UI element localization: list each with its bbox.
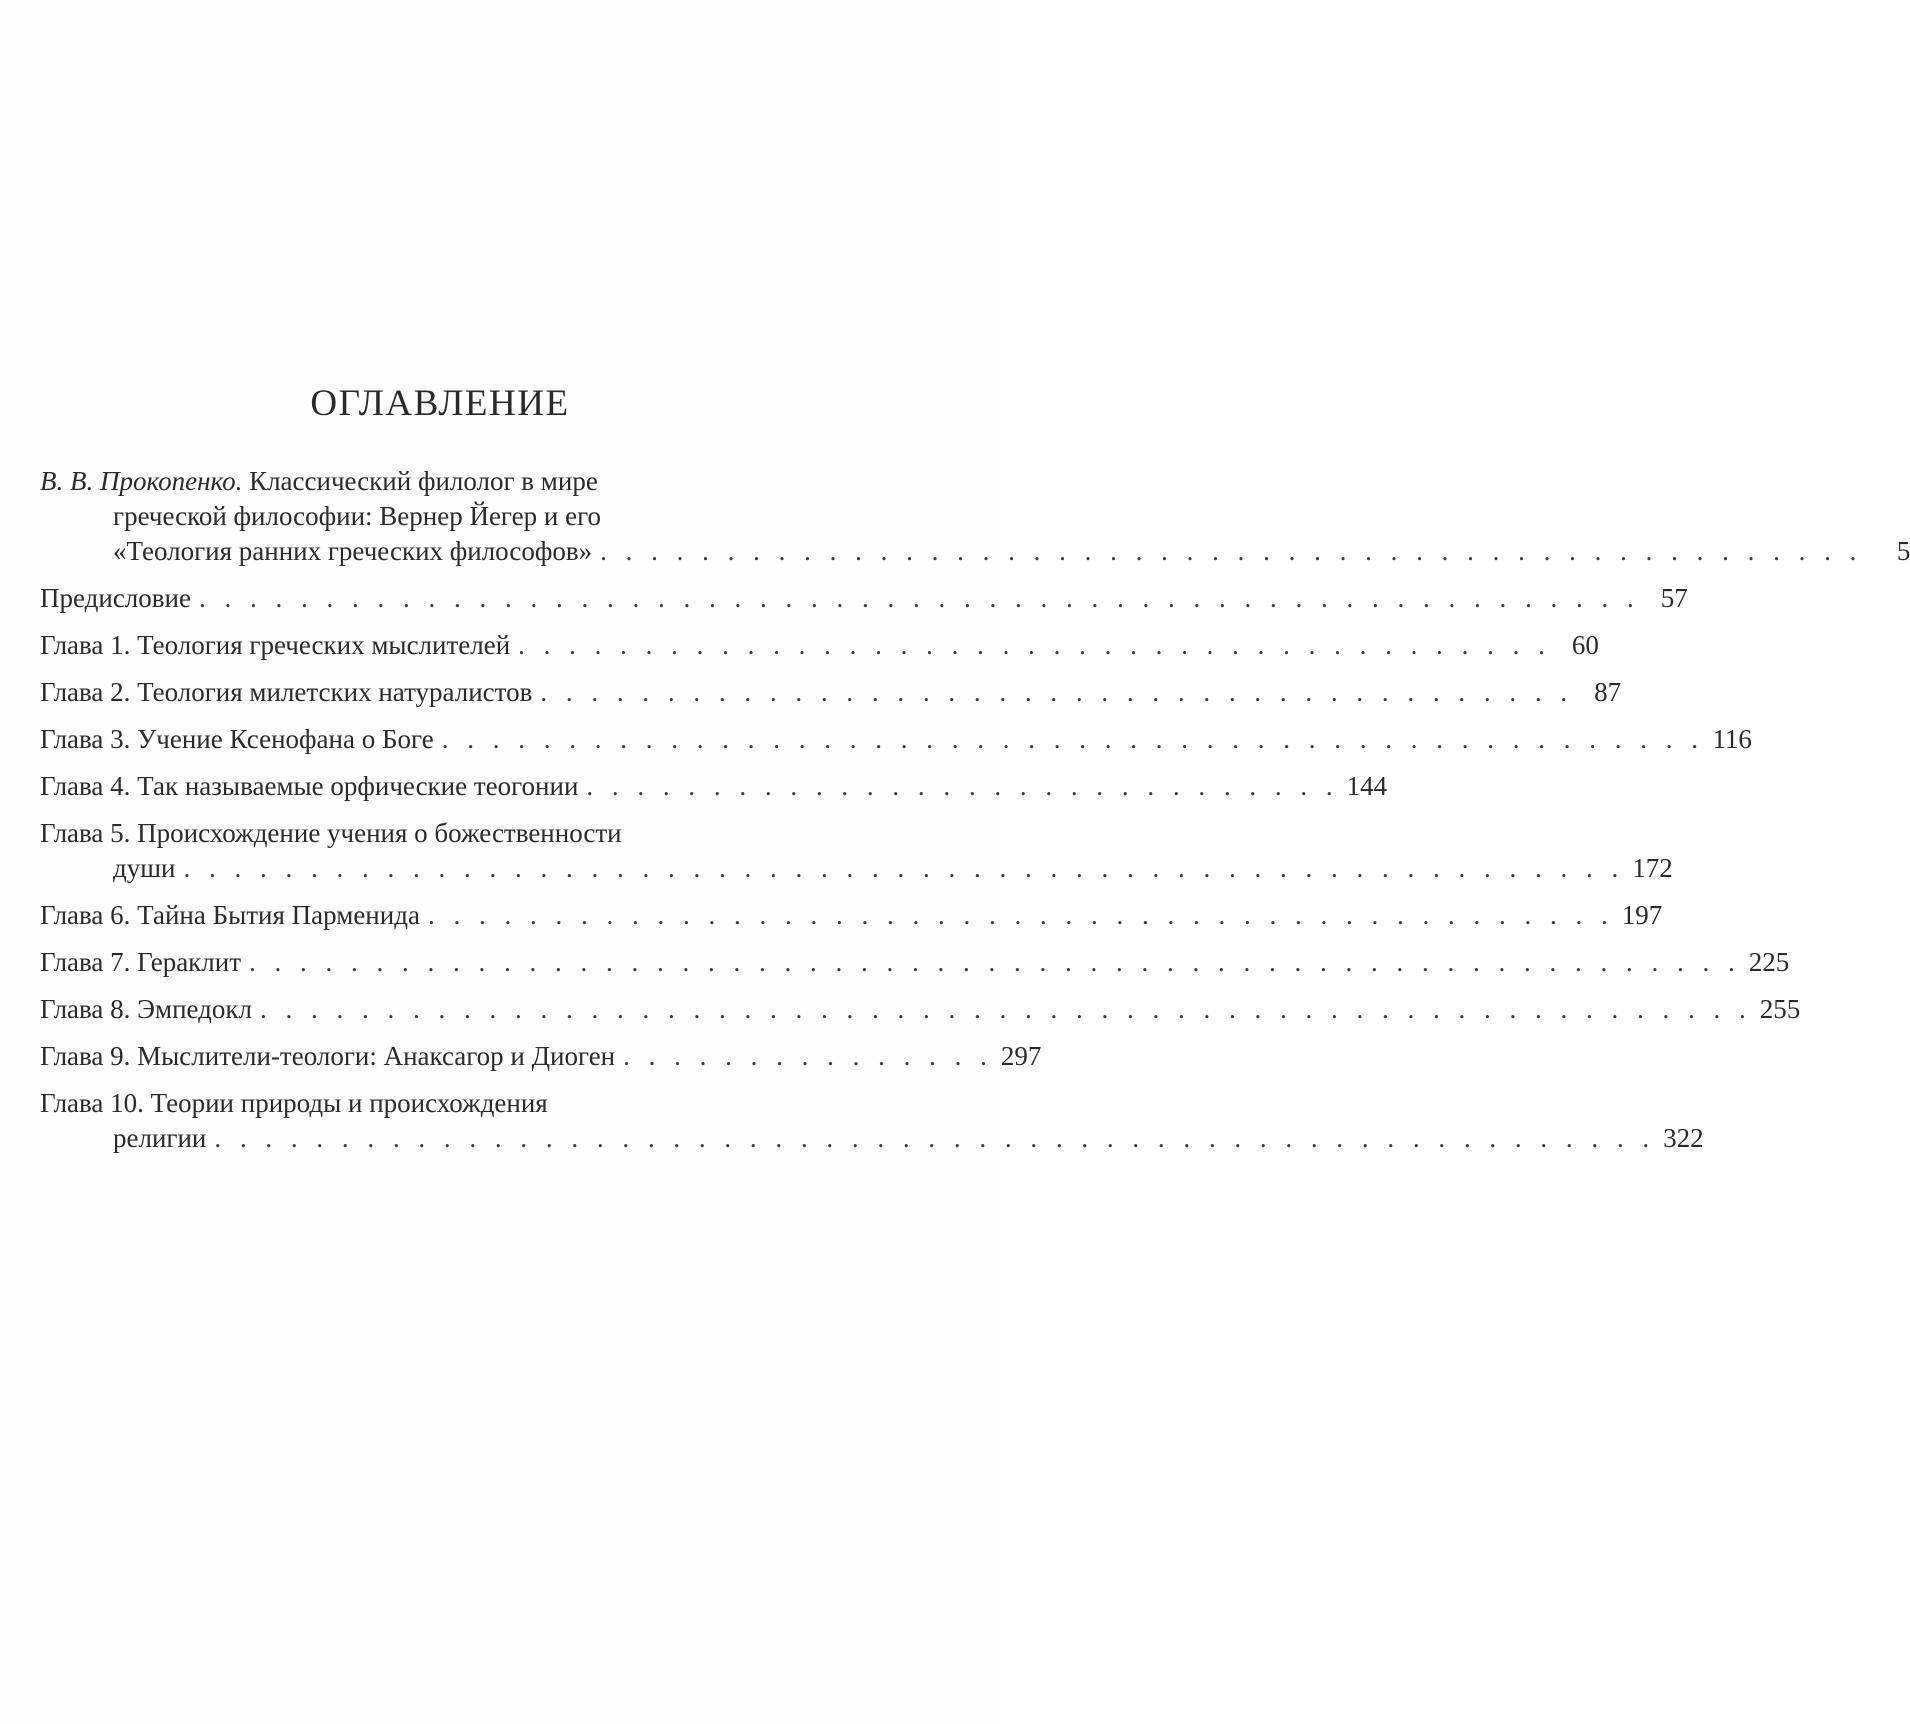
toc-entry-line: Глава 5. Происхождение учения о божественности (40, 818, 622, 848)
toc-entry-chapter-5[interactable] (40, 816, 1673, 886)
dot-leader: . . . . . . . . . . . . . . . . . . . . . . . . . . . . . . . . . . . . . . . . . . . . . . . . . . . . . . . . . . . (259, 994, 1752, 1024)
dot-leader: . . . . . . . . . . . . . . . . . . . . . . . . . . . . . . . . . . . . . . . . . . . . . . . . . . (441, 724, 1704, 754)
toc-page-number: 144 (1346, 771, 1388, 801)
toc-entry-line: греческой философии: Вернер Йегер и его (113, 501, 601, 531)
toc-page-number: 322 (1663, 1123, 1704, 1153)
toc-entry-text: Глава 4. Так называемые орфические теогонии (40, 771, 579, 801)
dot-leader: . . . . . . . . . . . . . . . . . . . . . . . . . . . . . . . . . . . . . . . . . . . . . . . . . . . . . . . . . (214, 1123, 1656, 1153)
dot-leader: . . . . . . . . . . . . . . . (623, 1041, 993, 1071)
toc-page-number: 172 (1632, 853, 1673, 883)
dot-leader: . . . . . . . . . . . . . . . . . . . . . . . . . . . . . . . . . . . . . . . . . . . . . . . . . . . . . . . . . (198, 583, 1640, 613)
toc-entry-text: Глава 2. Теология милетских натуралистов (40, 677, 533, 707)
dot-leader: . . . . . . . . . . . . . . . . . . . . . . . . . . . . . . . . . . . . . . . . . . . . . . . . . . . . . . . . . . . (249, 947, 1741, 977)
toc-page-number: 255 (1759, 994, 1801, 1024)
toc-entry-chapter-8[interactable] (40, 992, 1801, 1027)
toc-entry-text: души (113, 853, 176, 883)
toc-entry-text: «Теология ранних греческих философов» (113, 536, 593, 566)
toc-entry-text: Глава 8. Эмпедокл (40, 994, 252, 1024)
toc-page-number: 297 (1000, 1041, 1042, 1071)
toc-page-number: 57 (1660, 583, 1688, 613)
toc-entry-chapter-10[interactable] (40, 1086, 1704, 1156)
toc-entry-chapter-1[interactable] (40, 628, 1599, 663)
dot-leader: . . . . . . . . . . . . . . . . . . . . . . . . . . . . . . . . . . . . . . . . . (518, 630, 1551, 660)
toc-entry-text: Глава 9. Мыслители-теологи: Анаксагор и Диоген (40, 1041, 616, 1071)
toc-page-number: 116 (1712, 724, 1752, 754)
dot-leader: . . . . . . . . . . . . . . . . . . . . . . . . . . . . . . . . . . . . . . . . . . . . . . . . . . (600, 536, 1863, 566)
toc-entry-text: Глава 1. Теология греческих мыслителей (40, 630, 511, 660)
toc-title: ОГЛАВЛЕНИЕ (310, 383, 570, 424)
toc-page-number: 87 (1594, 677, 1622, 707)
toc-page-number: 5 (1896, 536, 1910, 566)
toc-page-number: 197 (1621, 900, 1663, 930)
toc-entry-line: Глава 10. Теории природы и происхождения (40, 1088, 548, 1118)
toc-entry-chapter-7[interactable] (40, 945, 1790, 980)
toc-entry-preface[interactable] (40, 581, 1688, 616)
dot-leader: . . . . . . . . . . . . . . . . . . . . . . . . . . . . . . . . . . . . . . . . . (540, 677, 1574, 707)
toc-entry-text: Глава 7. Гераклит (40, 947, 242, 977)
toc-entry-chapter-4[interactable] (40, 769, 1388, 804)
toc-entry-intro[interactable] (40, 464, 1910, 569)
toc-page-number: 225 (1748, 947, 1790, 977)
toc-entry-text: Глава 6. Тайна Бытия Парменида (40, 900, 420, 930)
toc-entry-line (40, 464, 842, 499)
toc-entry-text: Предисловие (40, 583, 191, 613)
toc-author: В. В. Прокопенко. (40, 466, 243, 496)
dot-leader: . . . . . . . . . . . . . . . . . . . . . . . . . . . . . . . . . . . . . . . . . . . . . . . . . . . . . . . . . (183, 853, 1625, 883)
toc-entry-chapter-6[interactable] (40, 898, 1663, 933)
toc-entry-chapter-2[interactable] (40, 675, 1622, 710)
table-of-contents (40, 464, 1910, 1168)
toc-entry-chapter-3[interactable] (40, 722, 1752, 757)
toc-page-number: 60 (1571, 630, 1599, 660)
toc-entry-chapter-9[interactable] (40, 1039, 1042, 1074)
dot-leader: . . . . . . . . . . . . . . . . . . . . . . . . . . . . . . . . . . . . . . . . . . . . . . . (427, 900, 1614, 930)
toc-entry-text: религии (113, 1123, 207, 1153)
toc-entry-text: Классический филолог в мире (242, 466, 598, 496)
dot-leader: . . . . . . . . . . . . . . . . . . . . . . . . . . . . . . (586, 771, 1339, 801)
toc-entry-text: Глава 3. Учение Ксенофана о Боге (40, 724, 434, 754)
